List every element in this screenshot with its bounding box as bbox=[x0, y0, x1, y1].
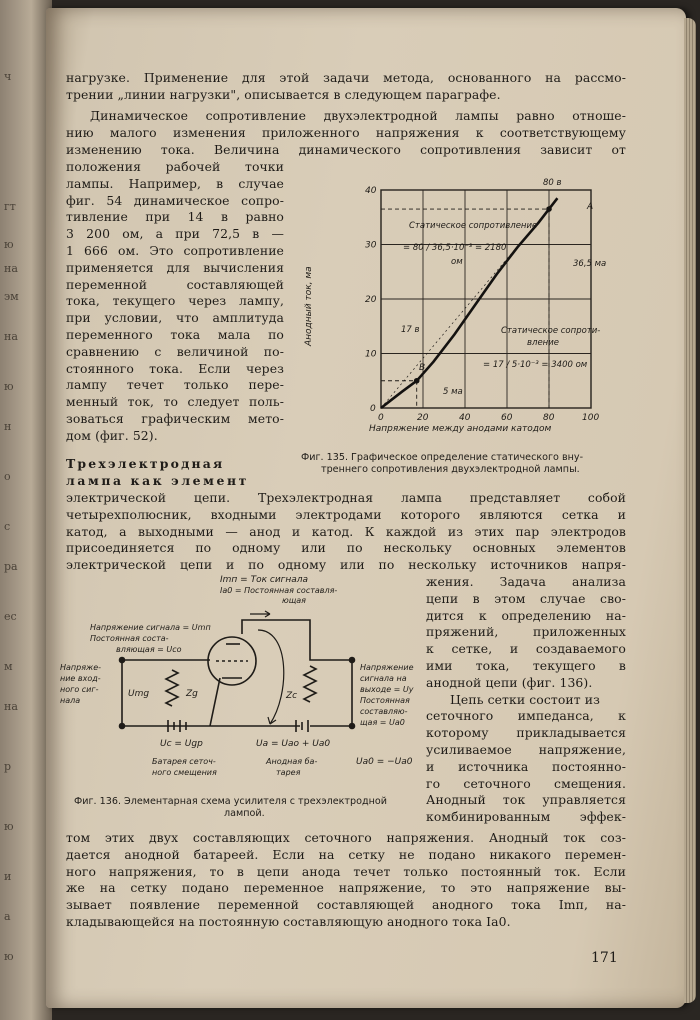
prev-page-fragment: ю bbox=[4, 238, 14, 251]
signal-current-label: Ia0 = Постоянная составля- bbox=[220, 586, 338, 595]
chart-annotations bbox=[304, 178, 606, 434]
x-tick-label: 80 bbox=[543, 413, 555, 423]
text-line: менный ток, то следует поль- bbox=[66, 394, 284, 410]
output-label: Постоянная bbox=[360, 696, 410, 705]
y-tick-label: 30 bbox=[365, 240, 377, 251]
input-terminal-bottom bbox=[120, 724, 125, 729]
zc-resistor bbox=[304, 666, 316, 702]
fig136-circuit bbox=[60, 574, 420, 792]
text-line: же на сетку подано переменное напряжение, то это напряжение вы- bbox=[66, 880, 626, 896]
text-line: переменной составляющей bbox=[66, 276, 284, 292]
prev-page-fragment: и bbox=[4, 870, 12, 883]
text-line: го сеточного смещения. bbox=[426, 775, 626, 791]
text-line: цепи в этом случае сво- bbox=[426, 590, 626, 606]
paragraph-load-line bbox=[66, 70, 626, 104]
static1-title: Статическое сопротивление bbox=[409, 221, 538, 231]
label-80v: 80 в bbox=[543, 178, 562, 188]
output-label: сигнала на bbox=[360, 674, 407, 683]
zg-label: Zg bbox=[186, 689, 198, 699]
text-line: электрической цепи и по одному или по нескольку источников напря- bbox=[66, 557, 626, 573]
input-label: ние вход- bbox=[60, 674, 101, 683]
text-line: пряжений, приложенных bbox=[426, 624, 626, 640]
prev-page-fragment: с bbox=[4, 520, 11, 533]
current-arrow bbox=[258, 630, 284, 724]
static2-formula: = 17 / 5·10⁻³ = 3400 ом bbox=[483, 360, 588, 370]
text-line: присоединяется по одному или по нескольку основных элементов bbox=[66, 540, 626, 556]
label-5ma: 5 ма bbox=[443, 387, 463, 397]
text-line: дится к определению на- bbox=[426, 607, 626, 623]
text-line: изменению тока. Величина динамического сопротивления зависит от bbox=[66, 141, 626, 157]
point-a-label: A bbox=[587, 202, 594, 212]
heading-line: Трехэлектродная bbox=[66, 456, 225, 471]
prev-page-fragment: м bbox=[4, 660, 13, 673]
static1-formula: = 80 / 36,5·10⁻³ = 2180 bbox=[403, 243, 507, 253]
label-17v: 17 в bbox=[401, 325, 420, 335]
prev-page-fragment: на bbox=[4, 700, 18, 713]
prev-page-fragment: на bbox=[4, 262, 18, 275]
prev-page-fragment: а bbox=[4, 910, 11, 923]
text-line: дом (фиг. 52). bbox=[66, 427, 158, 443]
umg-label: Umg bbox=[128, 689, 150, 699]
anode-battery-label: Анодная ба- bbox=[266, 757, 318, 766]
y-tick-label: 0 bbox=[370, 404, 376, 414]
text-line: стоянного тока. Если через bbox=[66, 360, 284, 376]
input-label: ного сиг- bbox=[60, 685, 99, 694]
output-label: щая = Ua0 bbox=[360, 718, 405, 727]
previous-page-edge bbox=[0, 0, 52, 1020]
prev-page-fragment: гт bbox=[4, 200, 16, 213]
grid-voltage-label: вляющая = Uco bbox=[116, 645, 182, 654]
x-tick-label: 100 bbox=[582, 413, 600, 423]
zc-label: Zc bbox=[286, 691, 298, 701]
prev-page-fragment: на bbox=[4, 330, 18, 343]
caption-line: Фиг. 136. Элементарная схема усилителя с трехэлектродной bbox=[74, 796, 387, 807]
grid-battery-formula: Uc = Ugp bbox=[160, 739, 203, 749]
operating-point-marker bbox=[546, 206, 552, 212]
label-36-5ma: 36,5 ма bbox=[573, 259, 607, 269]
left-column-text bbox=[66, 159, 284, 445]
heading-line: лампа как элемент bbox=[66, 472, 249, 488]
right-column-text bbox=[426, 574, 626, 826]
text-line: лампы. Например, в случае bbox=[66, 175, 284, 191]
y-tick-label: 10 bbox=[365, 349, 377, 360]
x-tick-label: 40 bbox=[459, 413, 471, 423]
text-line: четырехполюсник, входными электродами которого являются сетка и bbox=[66, 506, 626, 522]
output-label: Напряжение bbox=[360, 663, 414, 672]
paragraph-dynamic-resistance bbox=[66, 108, 626, 158]
text-line: катод, а выходными — анод и катод. К каждой из этих пар электродов bbox=[66, 523, 626, 539]
text-line: Цепь сетки состоит из bbox=[450, 691, 600, 707]
y-axis-label: Анодный ток, ма bbox=[304, 266, 314, 346]
text-line: электрической цепи. Трехэлектродная лампа представляет собой bbox=[66, 490, 626, 505]
caption-line: Фиг. 135. Графическое определение статического вну- bbox=[301, 452, 584, 463]
anode-wire bbox=[242, 620, 352, 660]
output-terminal-bottom bbox=[350, 724, 355, 729]
input-terminal-top bbox=[120, 658, 125, 663]
text-line: лампу течет только пере- bbox=[66, 377, 284, 393]
text-line: и источника постоянно- bbox=[426, 758, 626, 774]
text-line: к сетке, и создаваемого bbox=[426, 641, 626, 657]
text-line: сеточного импеданса, к bbox=[426, 708, 626, 724]
signal-current-label: Imп = Ток сигнала bbox=[220, 575, 309, 585]
text-line: переменного тока мала по bbox=[66, 326, 284, 342]
anode-battery-label: тарея bbox=[276, 768, 301, 777]
text-line: нагрузке. Применение для этой задачи метода, основанного на рассмо- bbox=[66, 70, 626, 85]
prev-page-fragment: ю bbox=[4, 380, 14, 393]
text-line: нию малого изменения приложенного напряжения к соответствующему bbox=[66, 124, 626, 140]
book-page bbox=[46, 8, 686, 1008]
output-label: составляю- bbox=[360, 707, 408, 716]
text-line: Анодный ток управляется bbox=[426, 792, 626, 808]
fig135-caption bbox=[301, 452, 621, 476]
text-line: 3 200 ом, а при 72,5 в — bbox=[66, 226, 284, 242]
final-paragraph bbox=[66, 830, 626, 931]
fig135-chart bbox=[291, 168, 621, 468]
y-tick-label: 20 bbox=[365, 295, 377, 305]
y-tick-label: 40 bbox=[365, 186, 377, 196]
text-line: сравнению с величиной по- bbox=[66, 343, 284, 359]
prev-page-fragment: ч bbox=[4, 70, 12, 83]
zg-resistor bbox=[166, 670, 178, 706]
fig136-caption bbox=[74, 796, 414, 820]
prev-page-fragment: о bbox=[4, 470, 11, 483]
text-line: жения. Задача анализа bbox=[426, 574, 626, 589]
static1-unit: ом bbox=[451, 257, 463, 267]
text-line: Динамическое сопротивление двухэлектродной лампы равно отноше- bbox=[90, 108, 626, 123]
signal-current-label: ющая bbox=[282, 596, 306, 605]
text-line: зоваться графическим мето- bbox=[66, 410, 284, 426]
section-heading bbox=[66, 456, 284, 490]
x-tick-label: 60 bbox=[501, 413, 513, 423]
output-terminal-top bbox=[350, 658, 355, 663]
caption-line: треннего сопротивления двухэлектродной лампы. bbox=[321, 464, 580, 475]
operating-point-marker bbox=[414, 378, 420, 384]
text-line: тивление при 14 в равно bbox=[66, 209, 284, 225]
grid-voltage-label: Постоянная соста- bbox=[90, 634, 169, 643]
prev-page-fragment: эм bbox=[4, 290, 19, 303]
text-line: которому прикладывается bbox=[426, 725, 626, 741]
input-label: Напряже- bbox=[60, 663, 102, 672]
text-line: зывает появление переменной составляющей анодного тока Imп, на- bbox=[66, 897, 626, 913]
text-line: 1 666 ом. Это сопротивление bbox=[66, 242, 284, 258]
caption-line: лампой. bbox=[224, 808, 265, 819]
text-line: тока, текущего через лампу, bbox=[66, 293, 284, 309]
text-line: фиг. 54 динамическое сопро- bbox=[66, 192, 284, 208]
prev-page-fragment: ю bbox=[4, 820, 14, 833]
right-formula: Ua0 = −Ua0 bbox=[356, 757, 413, 767]
text-line: усиливаемое напряжение, bbox=[426, 741, 626, 757]
text-line: ими тока, текущего в bbox=[426, 657, 626, 673]
prev-page-fragment: р bbox=[4, 760, 12, 773]
page-stack-edge bbox=[684, 18, 696, 1003]
static2-title-2: вление bbox=[527, 338, 559, 348]
input-label: нала bbox=[60, 696, 81, 705]
text-line: трении „линии нагрузки", описывается в следующем параграфе. bbox=[66, 86, 501, 102]
text-line: положения рабочей точки bbox=[66, 159, 284, 174]
text-line: комбинированным эффек- bbox=[426, 809, 626, 825]
prev-page-fragment: ю bbox=[4, 950, 14, 963]
point-b-label: B bbox=[419, 363, 426, 373]
grid-battery-label: Батарея сеточ- bbox=[152, 757, 216, 766]
text-line: кладывающейся на постоянную составляющую анодного тока Ia0. bbox=[66, 913, 511, 929]
text-line: применяется для вычисления bbox=[66, 259, 284, 275]
anode-battery-formula: Ua = Uao + Ua0 bbox=[256, 739, 331, 749]
prev-page-fragment: н bbox=[4, 420, 12, 433]
section-text bbox=[66, 490, 626, 574]
text-line: при условии, что амплитуда bbox=[66, 310, 284, 326]
grid-voltage-label: Напряжение сигнала = Umп bbox=[90, 623, 211, 632]
x-tick-label: 20 bbox=[417, 413, 429, 423]
output-label: выходе = Uy bbox=[360, 685, 414, 694]
signal-arrow bbox=[250, 611, 270, 617]
text-line: том этих двух составляющих сеточного напряжения. Анодный ток соз- bbox=[66, 830, 626, 845]
static2-title-1: Статическое сопроти- bbox=[501, 326, 601, 336]
text-line: дается анодной батареей. Если на сетку не подано никакого перемен- bbox=[66, 846, 626, 862]
x-tick-label: 0 bbox=[378, 413, 384, 423]
text-line: анодной цепи (фиг. 136). bbox=[426, 674, 593, 690]
prev-page-fragment: ра bbox=[4, 560, 18, 573]
grid-battery-label: ного смещения bbox=[152, 768, 217, 777]
prev-page-fragment: ес bbox=[4, 610, 17, 623]
page-number: 171 bbox=[591, 950, 618, 966]
x-axis-label: Напряжение между анодами катодом bbox=[369, 424, 552, 434]
text-line: ного напряжения, то в цепи анода течет только постоянный ток. Если bbox=[66, 863, 626, 879]
